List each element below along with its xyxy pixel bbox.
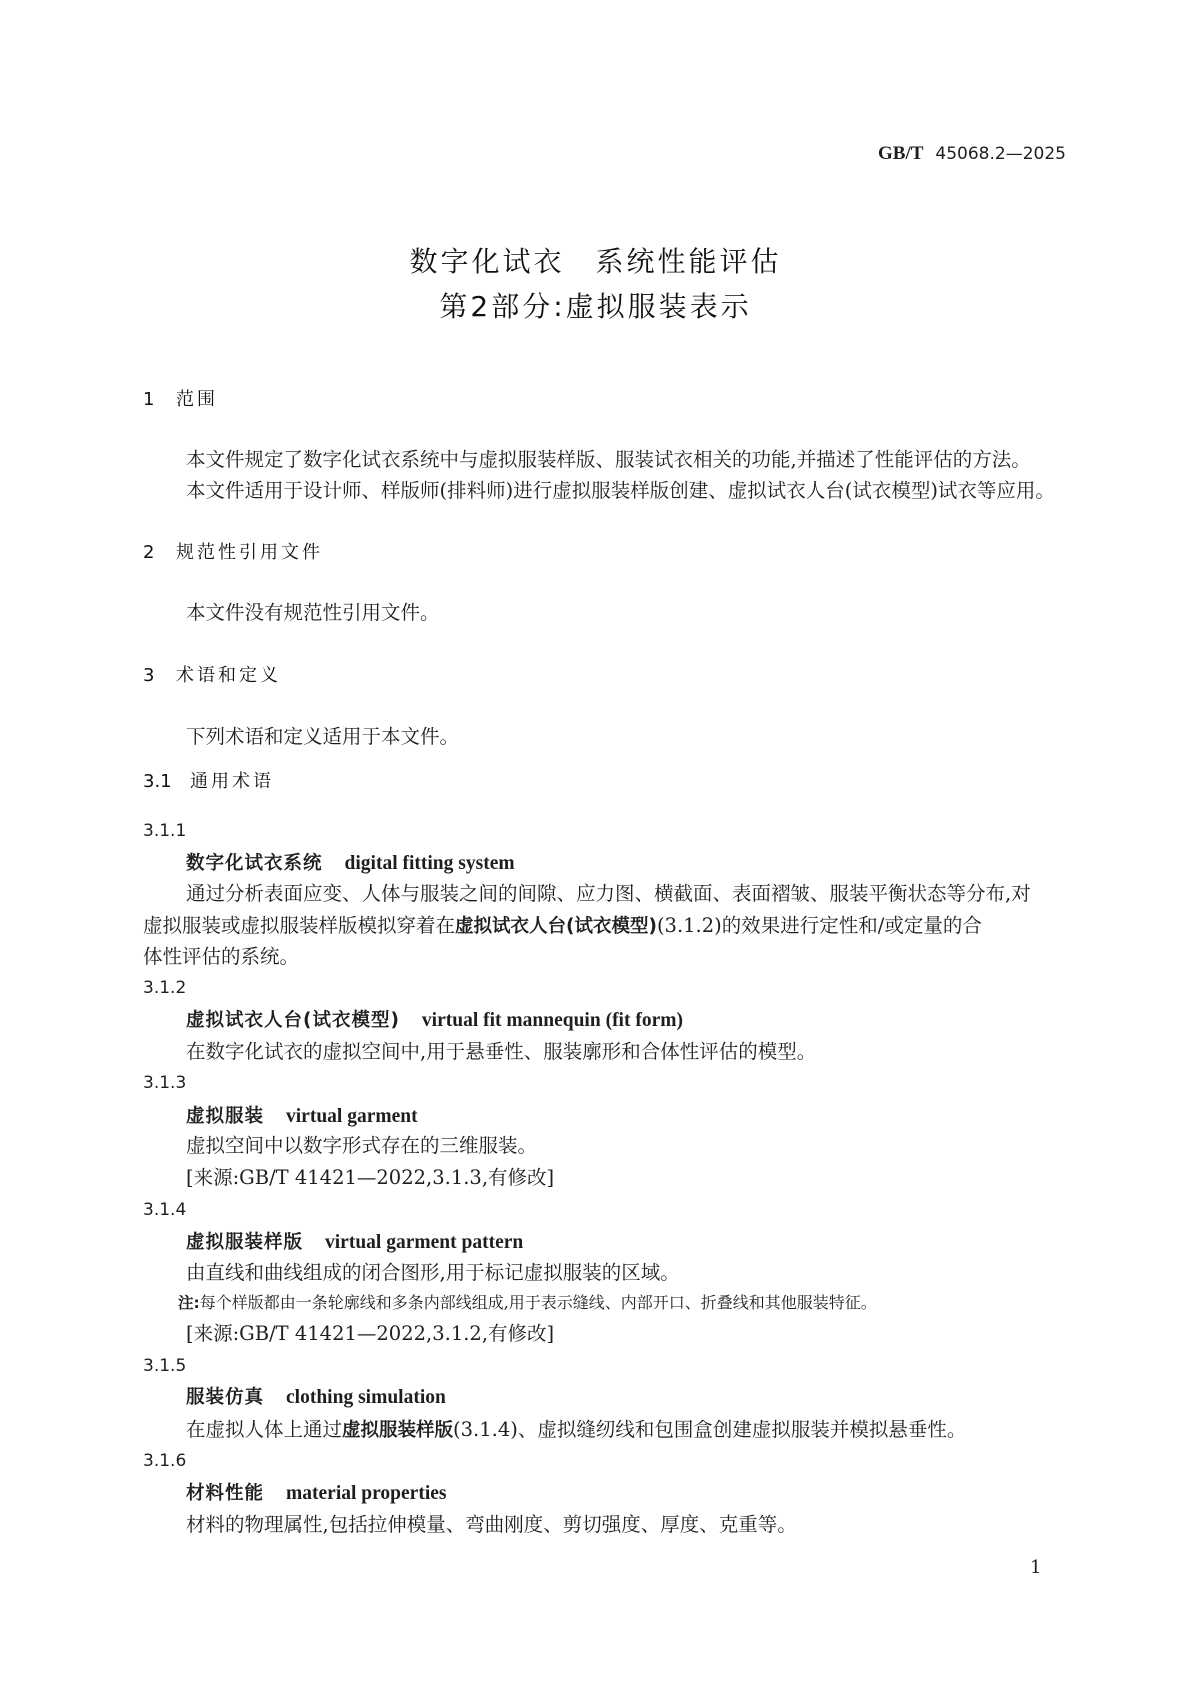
term-definition: 在数字化试衣的虚拟空间中,用于悬垂性、服装廓形和合体性评估的模型。 [186, 1040, 817, 1063]
term-number: 3.1.2 [143, 978, 187, 998]
term-english: clothing simulation [286, 1387, 446, 1408]
term-definition: 材料的物理属性,包括拉伸模量、弯曲刚度、剪切强度、厚度、克重等。 [186, 1513, 797, 1536]
definition-text: (3.1.2)的效果进行定性和/或定量的合 [656, 914, 982, 937]
section-heading-terms-definitions [143, 660, 281, 692]
term-english: virtual fit mannequin (fit form) [421, 1010, 683, 1031]
term-chinese: 虚拟服装样版 [186, 1232, 304, 1253]
subsection-heading-general-terms [143, 766, 274, 798]
term-definition [186, 1414, 966, 1447]
paragraph: 本文件规定了数字化试衣系统中与虚拟服装样版、服装试衣相关的功能,并描述了性能评估的方法。 [186, 448, 1031, 471]
term-chinese: 数字化试衣系统 [186, 853, 323, 874]
term-chinese: 材料性能 [186, 1483, 265, 1504]
term-source: [来源:GB/T 41421—2022,3.1.2,有修改] [186, 1322, 555, 1345]
subsection-number: 3.1 [143, 771, 172, 792]
standard-number: 45068.2—2025 [935, 144, 1066, 164]
section-heading-normative-references [143, 537, 323, 569]
paragraph: 下列术语和定义适用于本文件。 [186, 725, 460, 748]
term-reference: 虚拟服装样版 [342, 1420, 454, 1441]
term-number: 3.1.1 [143, 821, 187, 841]
term-definition-line: 体性评估的系统。 [143, 945, 300, 968]
term-note [178, 1287, 877, 1319]
term-chinese: 服装仿真 [186, 1387, 265, 1408]
term-number: 3.1.6 [143, 1451, 187, 1471]
definition-text: (3.1.4)、虚拟缝纫线和包围盒创建虚拟服装并模拟悬垂性。 [453, 1418, 967, 1441]
definition-text: 在虚拟人体上通过 [186, 1418, 343, 1441]
term-entry [186, 847, 515, 880]
term-chinese: 虚拟试衣人台(试衣模型) [186, 1010, 400, 1031]
page-number: 1 [1030, 1557, 1042, 1578]
term-entry [186, 1381, 446, 1414]
term-entry [186, 1100, 418, 1133]
term-english: virtual garment pattern [325, 1232, 524, 1253]
term-definition-line [143, 910, 982, 943]
section-number: 2 [143, 542, 155, 563]
term-chinese: 虚拟服装 [186, 1106, 265, 1127]
term-english: material properties [286, 1483, 447, 1504]
term-entry [186, 1477, 446, 1510]
term-english: virtual garment [286, 1106, 418, 1127]
note-label: 注: [178, 1294, 200, 1312]
term-source: [来源:GB/T 41421—2022,3.1.3,有修改] [186, 1166, 555, 1189]
section-number: 3 [143, 665, 155, 686]
term-definition-line: 通过分析表面应变、人体与服装之间的间隙、应力图、横截面、表面褶皱、服装平衡状态等分布,对 [186, 882, 1031, 905]
section-title: 范围 [176, 389, 218, 410]
paragraph: 本文件没有规范性引用文件。 [186, 601, 440, 624]
document-title-line2: 第2部分:虚拟服装表示 [439, 290, 752, 323]
term-number: 3.1.5 [143, 1356, 187, 1376]
term-definition: 虚拟空间中以数字形式存在的三维服装。 [186, 1134, 538, 1157]
term-english: digital fitting system [344, 853, 515, 874]
document-title-line1: 数字化试衣 系统性能评估 [409, 245, 782, 278]
term-number: 3.1.4 [143, 1200, 187, 1220]
term-entry [186, 1226, 523, 1259]
standard-prefix: GB/T [878, 143, 924, 164]
section-title: 规范性引用文件 [176, 542, 323, 563]
section-number: 1 [143, 389, 155, 410]
term-reference: 虚拟试衣人台(试衣模型) [455, 916, 657, 937]
definition-text: 虚拟服装或虚拟服装样版模拟穿着在 [143, 914, 456, 937]
subsection-title: 通用术语 [190, 771, 274, 792]
term-entry [186, 1004, 683, 1037]
section-heading-scope [143, 384, 218, 416]
term-number: 3.1.3 [143, 1073, 187, 1093]
note-text: 每个样版都由一条轮廓线和多条内部线组成,用于表示缝线、内部开口、折叠线和其他服装特征。 [199, 1293, 877, 1312]
paragraph: 本文件适用于设计师、样版师(排料师)进行虚拟服装样版创建、虚拟试衣人台(试衣模型)试衣等应用。 [186, 479, 1055, 502]
section-title: 术语和定义 [176, 665, 281, 686]
standard-number-header [878, 138, 1066, 170]
term-definition: 由直线和曲线组成的闭合图形,用于标记虚拟服装的区域。 [186, 1261, 680, 1284]
